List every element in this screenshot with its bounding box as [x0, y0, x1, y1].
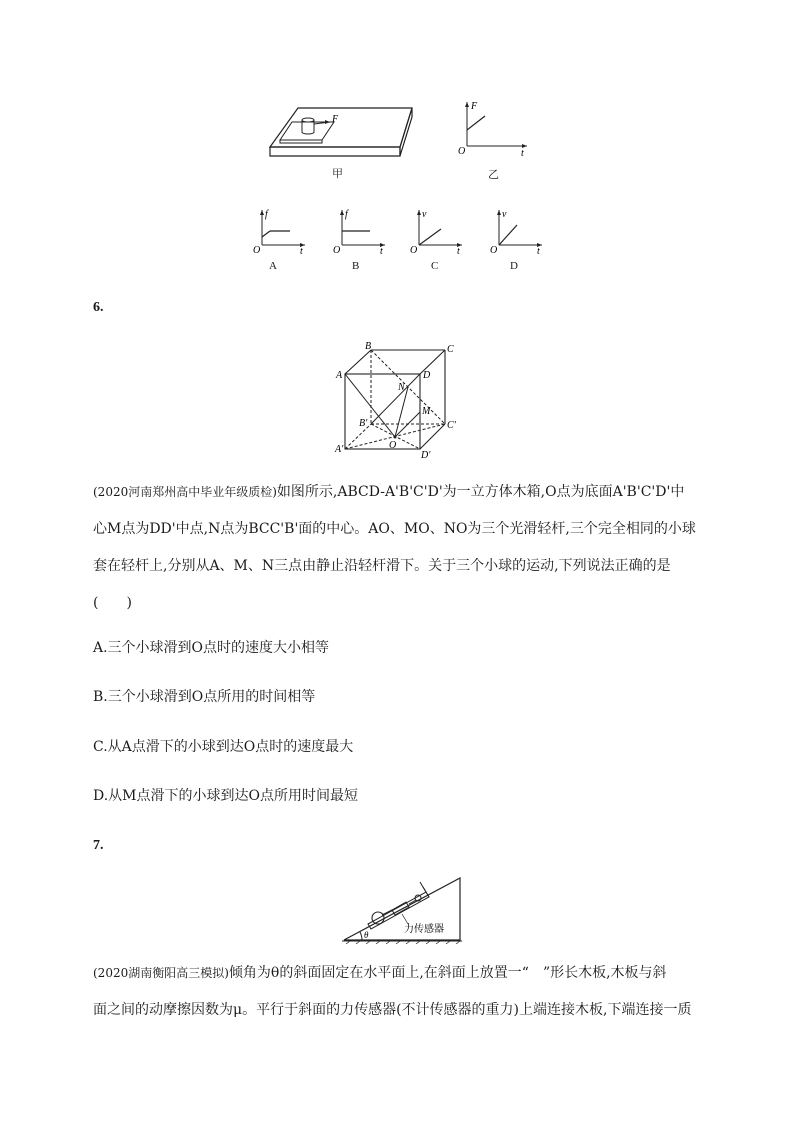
- axis-f: f: [345, 209, 348, 220]
- source-tag: (2020河南郑州高中毕业年级质检): [93, 485, 277, 499]
- cube-label-N: N: [398, 382, 405, 393]
- stem-line-1: 如图所示,ABCD-A'B'C'D'为一立方体木箱,O点为底面A'B'C'D'中: [276, 484, 685, 500]
- incline-figure: [340, 872, 465, 944]
- svg-text:O: O: [253, 245, 261, 255]
- question-number: 7.: [93, 838, 104, 853]
- caption-jia: 甲: [332, 168, 343, 180]
- cube-label-Ap: A': [335, 444, 344, 455]
- stem-line-1: 倾角为θ的斜面固定在水平面上,在斜面上放置一“ ”形长木板,木板与斜: [228, 965, 667, 981]
- option-label-a: A: [269, 260, 277, 272]
- cube-label-Dp: D': [421, 450, 431, 461]
- stem-line-3: 套在轻杆上,分别从A、M、N三点由静止沿轻杆滑下。关于三个小球的运动,下列说法正确的是: [93, 558, 671, 574]
- axis-v: v: [502, 209, 507, 220]
- svg-text:O: O: [410, 245, 418, 255]
- cube-label-C: C: [447, 344, 454, 355]
- theta-label: θ: [364, 930, 369, 940]
- sensor-label: 力传感器: [404, 924, 444, 935]
- question-7-stem: [93, 961, 708, 1022]
- svg-text:t: t: [537, 246, 540, 255]
- option-label-d: D: [510, 260, 518, 272]
- question-number: 6.: [93, 300, 104, 315]
- cube-label-M: M: [422, 406, 431, 417]
- option-graph-d: [487, 207, 547, 255]
- question-6-stem: [93, 480, 708, 615]
- caption-yi: 乙: [488, 169, 499, 181]
- option-label-b: B: [352, 260, 360, 272]
- axis-f: f: [265, 209, 268, 220]
- figure-yi: [455, 98, 535, 158]
- option-graph-c: [407, 207, 467, 255]
- option-b: B.三个小球滑到O点所用的时间相等: [93, 689, 316, 705]
- cube-figure: [333, 340, 463, 462]
- svg-text:O: O: [333, 245, 341, 255]
- svg-text:O: O: [490, 245, 498, 255]
- svg-text:t: t: [380, 246, 383, 255]
- stem-line-2: 面之间的动摩擦因数为μ。平行于斜面的力传感器(不计传感器的重力)上端连接木板,下端连接一质: [93, 1002, 692, 1018]
- option-d: D.从M点滑下的小球到达O点所用时间最短: [93, 788, 358, 804]
- cube-label-Bp: B': [359, 418, 368, 429]
- cube-label-D: D: [423, 370, 431, 381]
- stem-line-2: 心M点为DD'中点,N点为BCC'B'面的中心。AO、MO、NO为三个光滑轻杆,三个完全相同的小球: [93, 521, 696, 537]
- cube-label-O: O: [389, 440, 397, 451]
- force-label: F: [332, 114, 339, 125]
- option-a: A.三个小球滑到O点时的速度大小相等: [93, 640, 330, 656]
- cube-label-Cp: C': [447, 420, 456, 431]
- axis-O: O: [458, 146, 466, 157]
- option-graph-b: [330, 207, 390, 255]
- option-c: C.从A点滑下的小球到达O点时的速度最大: [93, 739, 354, 755]
- axis-F: F: [471, 101, 478, 112]
- option-label-c: C: [431, 260, 439, 272]
- cube-label-A: A: [336, 370, 343, 381]
- axis-v: v: [422, 209, 427, 220]
- cube-label-B: B: [365, 341, 372, 352]
- axis-t: t: [521, 148, 524, 158]
- source-tag: (2020湖南衡阳高三模拟): [93, 966, 229, 980]
- svg-text:t: t: [300, 246, 303, 255]
- answer-bracket: ( ): [93, 595, 132, 611]
- svg-text:t: t: [457, 246, 460, 255]
- option-graph-a: [250, 207, 310, 255]
